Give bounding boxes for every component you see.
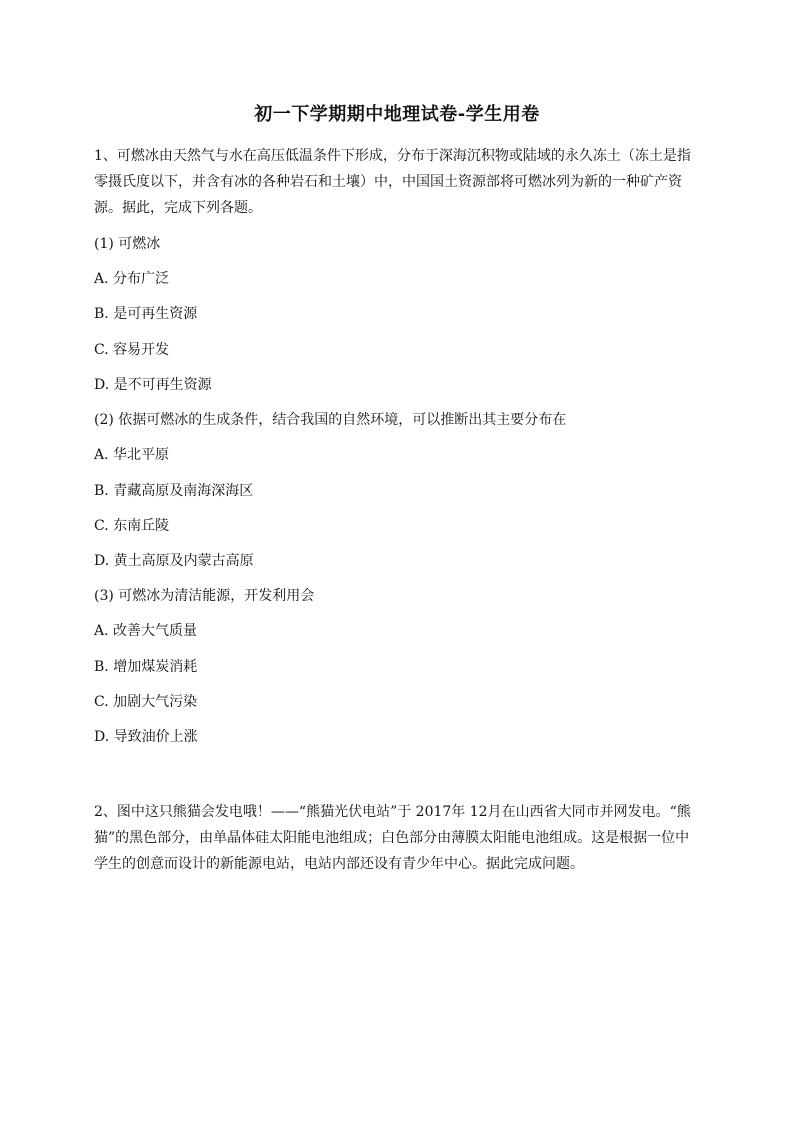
question-1-sub-2: (2) 依据可燃冰的生成条件，结合我国的自然环境，可以推断出其主要分布在	[94, 412, 567, 428]
q1-3-option-d: D. 导致油价上涨	[94, 729, 198, 745]
question-1-stem: 1、可燃冰由天然气与水在高压低温条件下形成，分布于深海沉积物或陆域的永久冻土（冻土是指零摄氏度以下，并含有冰的各种岩石和土壤）中，中国国土资源部将可燃冰列为新的一种矿产资源。据此，完成下列各题。	[94, 148, 691, 216]
question-2-stem: 2、图中这只熊猫会发电哦！——“熊猫光伏电站”于 2017年 12月在山西省大同市并网发电。“熊猫”的黑色部分，由单晶体硅太阳能电池组成；白色部分由薄膜太阳能电池组成。这是根据一位中学生的创意而设计的新能源电站，电站内部还设有青少年中心。据此完成问题。	[94, 804, 691, 872]
q1-3-option-b: B. 增加煤炭消耗	[94, 659, 198, 675]
q1-2-option-b: B. 青藏高原及南海深海区	[94, 483, 254, 499]
q1-1-option-a: A. 分布广泛	[94, 271, 170, 287]
question-1-sub-3: (3) 可燃冰为清洁能源，开发利用会	[94, 588, 315, 604]
page-title: 初一下学期期中地理试卷-学生用卷	[254, 104, 540, 125]
q1-1-option-c: C. 容易开发	[94, 342, 170, 358]
q1-2-option-d: D. 黄土高原及内蒙古高原	[94, 553, 254, 569]
q1-3-option-a: A. 改善大气质量	[94, 623, 198, 639]
q1-1-option-b: B. 是可再生资源	[94, 306, 198, 322]
q1-3-option-c: C. 加剧大气污染	[94, 694, 198, 710]
q1-2-option-c: C. 东南丘陵	[94, 518, 170, 534]
q1-1-option-d: D. 是不可再生资源	[94, 377, 212, 393]
q1-2-option-a: A. 华北平原	[94, 447, 170, 463]
question-1-sub-1: (1) 可燃冰	[94, 236, 161, 252]
